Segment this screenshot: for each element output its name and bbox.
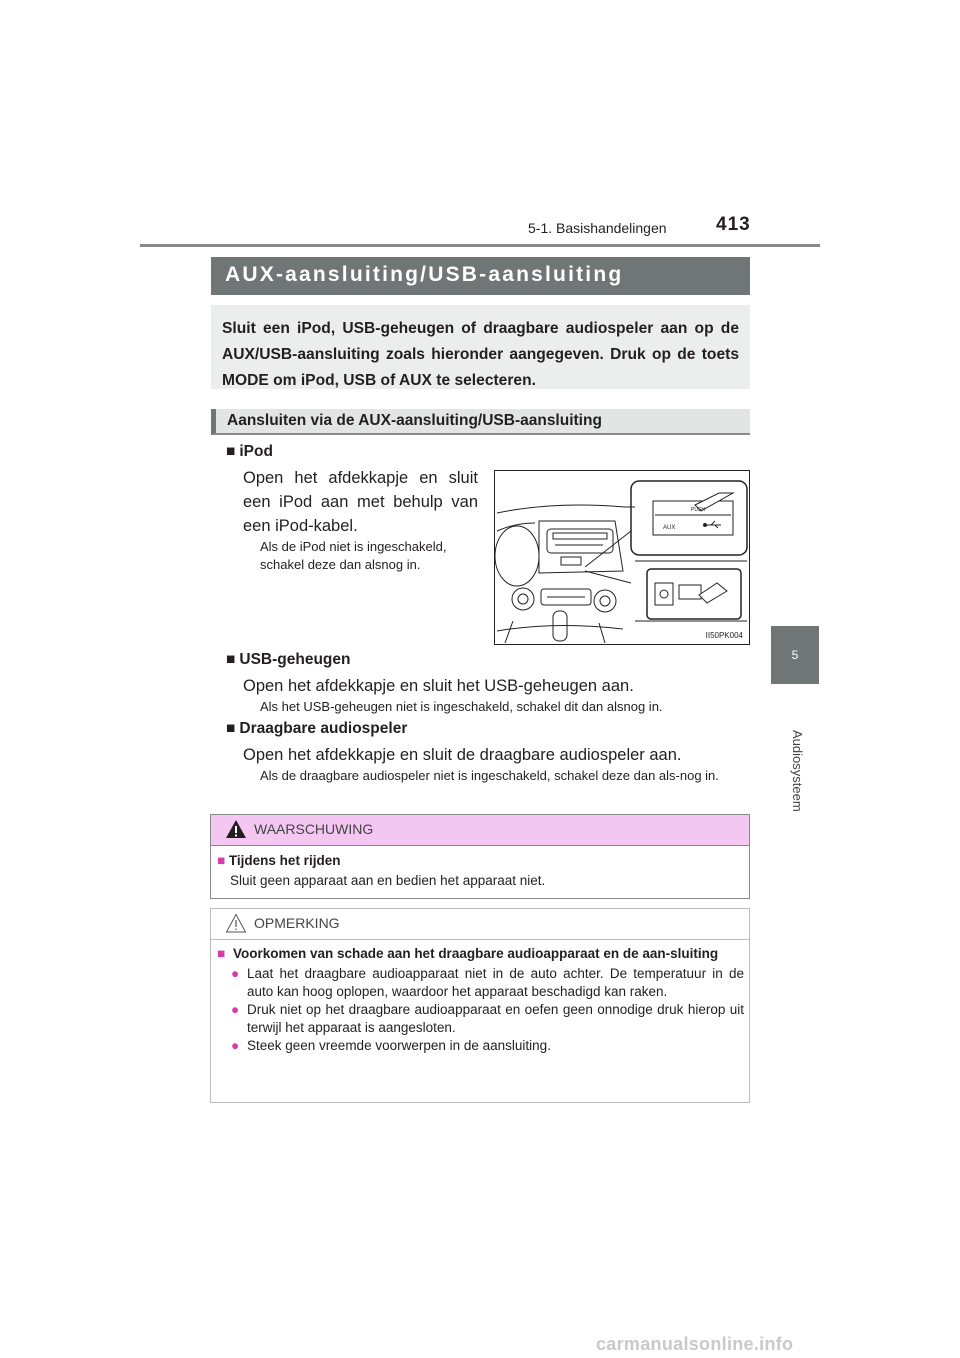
note-box bbox=[210, 908, 750, 1103]
chapter-number: 5 bbox=[791, 648, 799, 662]
section-title: AUX-aansluiting/USB-aansluiting bbox=[225, 263, 624, 286]
note-point: Steek geen vreemde voorwerpen in de aansluiting. bbox=[247, 1038, 551, 1053]
caution-outline-icon bbox=[225, 913, 247, 933]
label-push: PUSH bbox=[691, 507, 705, 513]
note-content bbox=[217, 945, 744, 1055]
warning-content bbox=[217, 851, 742, 891]
warning-triangle-icon bbox=[225, 819, 247, 839]
bullet-circle-icon: ● bbox=[231, 966, 240, 981]
item-heading-portable: ■ Draagbare audiospeler bbox=[226, 720, 408, 737]
note-label: OPMERKING bbox=[254, 915, 340, 931]
dashboard-drawing bbox=[495, 471, 749, 644]
item-text-usb: Open het afdekkapje en sluit het USB-geheugen aan. bbox=[243, 677, 634, 695]
label-aux: AUX bbox=[663, 525, 676, 531]
warning-text: Sluit geen apparaat aan en bedien het apparaat niet. bbox=[230, 873, 546, 888]
header-rule bbox=[140, 244, 820, 247]
page-number: 413 bbox=[716, 214, 751, 235]
figure-code: II50PK004 bbox=[705, 631, 743, 640]
warning-header bbox=[211, 815, 749, 846]
bullet-square-icon: ■ bbox=[217, 853, 226, 868]
item-note-ipod: Als de iPod niet is ingeschakeld, schakel deze dan alsnog in. bbox=[260, 539, 447, 572]
note-point: Laat het draagbare audioapparaat niet in de auto achter. De temperatuur in de auto kan hoog oplopen, waardoor het apparaat beschadigd kan raken. bbox=[247, 966, 744, 999]
watermark: carmanualsonline.info bbox=[596, 1334, 794, 1354]
intro-box bbox=[211, 305, 750, 389]
bullet-circle-icon: ● bbox=[231, 1038, 240, 1053]
usb-icon bbox=[704, 521, 722, 528]
item-text-portable: Open het afdekkapje en sluit de draagbare audiospeler aan. bbox=[243, 746, 682, 764]
warning-heading: Tijdens het rijden bbox=[228, 853, 341, 868]
chapter-tab bbox=[771, 626, 819, 684]
warning-label: WAARSCHUWING bbox=[254, 821, 374, 837]
note-point: Druk niet op het draagbare audioapparaat en oefen geen onnodige druk hierop uit terwijl het apparaat is aangesloten. bbox=[247, 1002, 744, 1035]
running-header-section: 5-1. Basishandelingen bbox=[528, 220, 667, 236]
intro-text: Sluit een iPod, USB-geheugen of draagbare audiospeler aan op de AUX/USB-aansluiting zoals hieronder aangegeven. Druk op de toets MODE om iPod, USB of AUX te selecteren. bbox=[222, 320, 739, 389]
item-text-ipod: Open het afdekkapje en sluit een iPod aan met behulp van een iPod-kabel. bbox=[243, 469, 478, 535]
bullet-circle-icon: ● bbox=[231, 1002, 240, 1017]
dashboard-illustration bbox=[494, 470, 750, 645]
subheading-bar bbox=[211, 409, 750, 435]
subheading: Aansluiten via de AUX-aansluiting/USB-aansluiting bbox=[227, 412, 602, 429]
note-heading: Voorkomen van schade aan het draagbare audioapparaat en de aan-sluiting bbox=[233, 946, 719, 961]
bullet-square-icon: ■ bbox=[226, 443, 236, 460]
bullet-square-icon: ■ bbox=[217, 946, 226, 961]
item-note-portable: Als de draagbare audiospeler niet is ingeschakeld, schakel deze dan als-nog in. bbox=[260, 768, 719, 783]
bullet-square-icon: ■ bbox=[226, 651, 236, 668]
chapter-label: Audiosysteem bbox=[790, 730, 805, 812]
section-title-bar bbox=[211, 257, 750, 295]
item-note-usb: Als het USB-geheugen niet is ingeschakeld, schakel dit dan alsnog in. bbox=[260, 699, 663, 714]
bullet-square-icon: ■ bbox=[226, 720, 236, 737]
warning-box bbox=[210, 814, 750, 899]
item-heading-ipod: ■ iPod bbox=[226, 443, 273, 460]
item-heading-usb: ■ USB-geheugen bbox=[226, 651, 351, 668]
note-header bbox=[211, 909, 749, 940]
